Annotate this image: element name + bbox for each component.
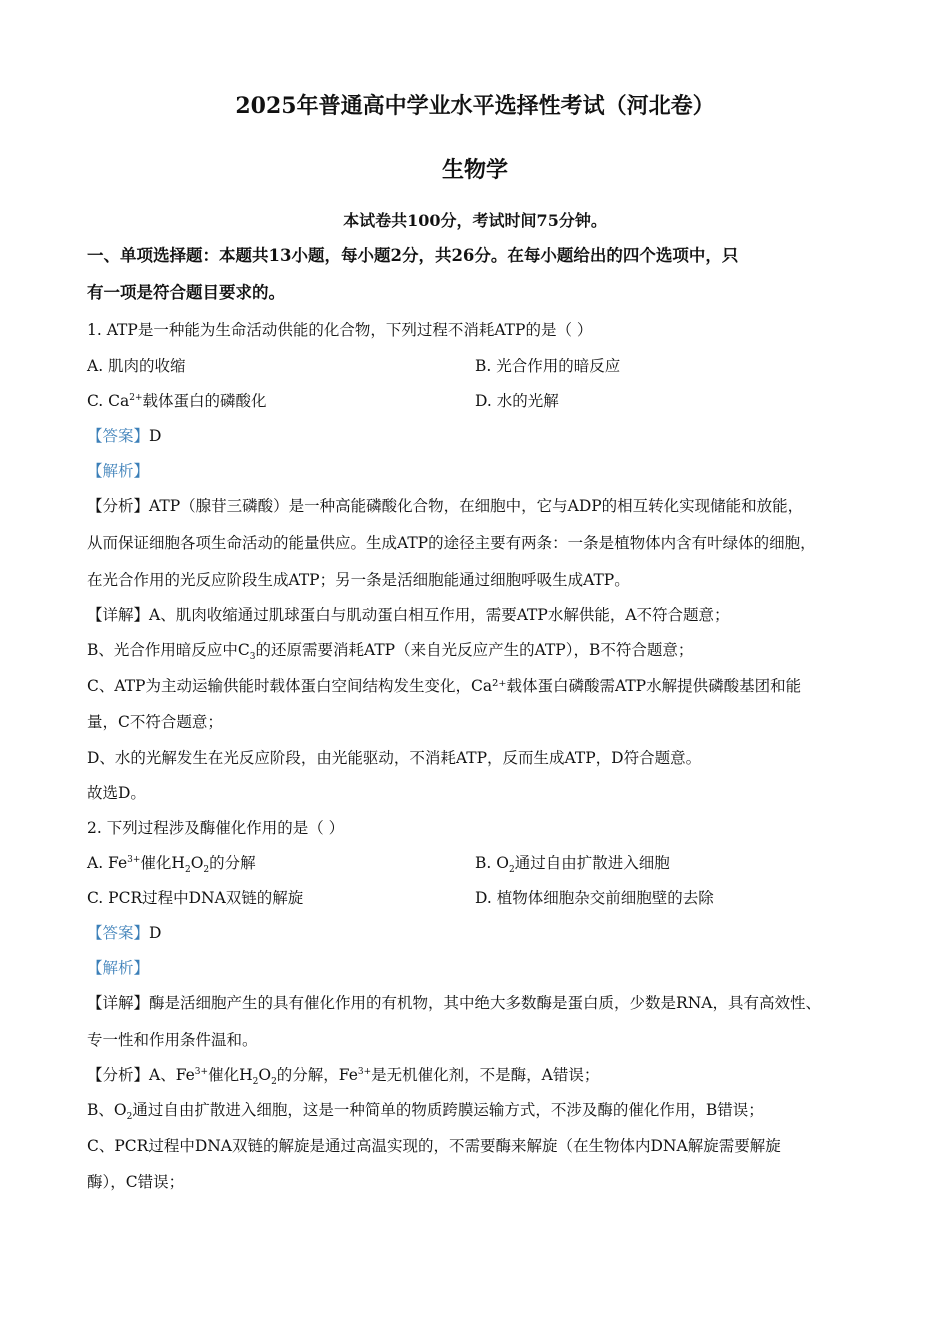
q2-option-a: A. $Fe^{3+}$催化$H_2O_2$的分解	[87, 854, 256, 876]
q2-option-c: C. PCR过程中DNA双链的解旋	[87, 889, 304, 907]
q1-option-b: B. 光合作用的暗反应	[475, 357, 621, 375]
q1-conclusion: 故选D。	[87, 784, 146, 802]
q2-option-d: D. 植物体细胞杂交前细胞壁的去除	[475, 889, 714, 907]
q1-fenxi-line1: 【分析】ATP（腺苷三磷酸）是一种高能磷酸化合物，在细胞中，它与ADP的相互转化实现储能和放能，	[87, 497, 804, 515]
answer-tag: 【答案】	[87, 924, 150, 942]
subject-title: 生物学	[441, 157, 508, 183]
q1-detail-b: B、光合作用暗反应中$C_3$的还原需要消耗ATP（来自光反应产生的ATP），B不符合题意；	[87, 641, 694, 663]
exam-title: 2025年普通高中学业水平选择性考试（河北卷）	[235, 93, 715, 119]
q2-detail-line1: 【详解】酶是活细胞产生的具有催化作用的有机物，其中绝大多数酶是蛋白质，少数是RNA，具有高效性、	[87, 994, 821, 1012]
q1-option-a: A. 肌肉的收缩	[87, 357, 186, 375]
q2-answer: 【答案】D	[87, 924, 162, 942]
q2-analysis-tag: 【解析】	[87, 959, 150, 977]
q1-detail-c-line1: C、ATP为主动运输供能时载体蛋白空间结构发生变化，Ca²⁺载体蛋白磷酸需ATP水解提供磷酸基团和能	[87, 677, 802, 695]
q2-fenxi-b: B、$O_2$通过自由扩散进入细胞，这是一种简单的物质跨膜运输方式，不涉及酶的催化作用，B错误；	[87, 1101, 764, 1123]
answer-tag: 【答案】	[87, 427, 150, 445]
q1-detail-c-line2: 量，C不符合题意；	[87, 713, 223, 731]
q1-answer: 【答案】D	[87, 427, 162, 445]
q1-option-d: D. 水的光解	[475, 392, 559, 410]
q2-fenxi-a: 【分析】A、$Fe^{3+}$催化$H_2O_2$的分解，$Fe^{3+}$是无机催化剂，不是酶，A错误；	[87, 1066, 600, 1088]
q2-detail-line2: 专一性和作用条件温和。	[87, 1031, 258, 1049]
q1-fenxi-line2: 从而保证细胞各项生命活动的能量供应。生成ATP的途径主要有两条：一条是植物体内含有叶绿体的细胞，	[87, 534, 816, 552]
q2-option-b: B. $O_2$通过自由扩散进入细胞	[475, 854, 670, 876]
q1-detail-d: D、水的光解发生在光反应阶段，由光能驱动，不消耗ATP，反而生成ATP，D符合题意。	[87, 749, 702, 767]
section-heading: 一、单项选择题：本题共13小题，每小题2分，共26分。在每小题给出的四个选项中，只	[87, 246, 739, 265]
q1-detail-a: 【详解】A、肌肉收缩通过肌球蛋白与肌动蛋白相互作用，需要ATP水解供能，A不符合题意；	[87, 606, 730, 624]
q1-analysis-tag: 【解析】	[87, 462, 150, 480]
q2-stem: 2. 下列过程涉及酶催化作用的是（ ）	[87, 819, 345, 837]
q2-fenxi-c-line1: C、PCR过程中DNA双链的解旋是通过高温实现的，不需要酶来解旋（在生物体内DNA解旋需要解旋	[87, 1137, 781, 1155]
q1-stem: 1. ATP是一种能为生命活动供能的化合物，下列过程不消耗ATP的是（ ）	[87, 321, 593, 339]
q1-fenxi-line3: 在光合作用的光反应阶段生成ATP；另一条是活细胞能通过细胞呼吸生成ATP。	[87, 571, 630, 589]
exam-info: 本试卷共100分，考试时间75分钟。	[343, 211, 607, 230]
section-heading-cont: 有一项是符合题目要求的。	[87, 283, 285, 302]
q2-fenxi-c-line2: 酶），C错误；	[87, 1173, 185, 1191]
q1-option-c: C. $Ca^{2+}$载体蛋白的磷酸化	[87, 392, 267, 410]
